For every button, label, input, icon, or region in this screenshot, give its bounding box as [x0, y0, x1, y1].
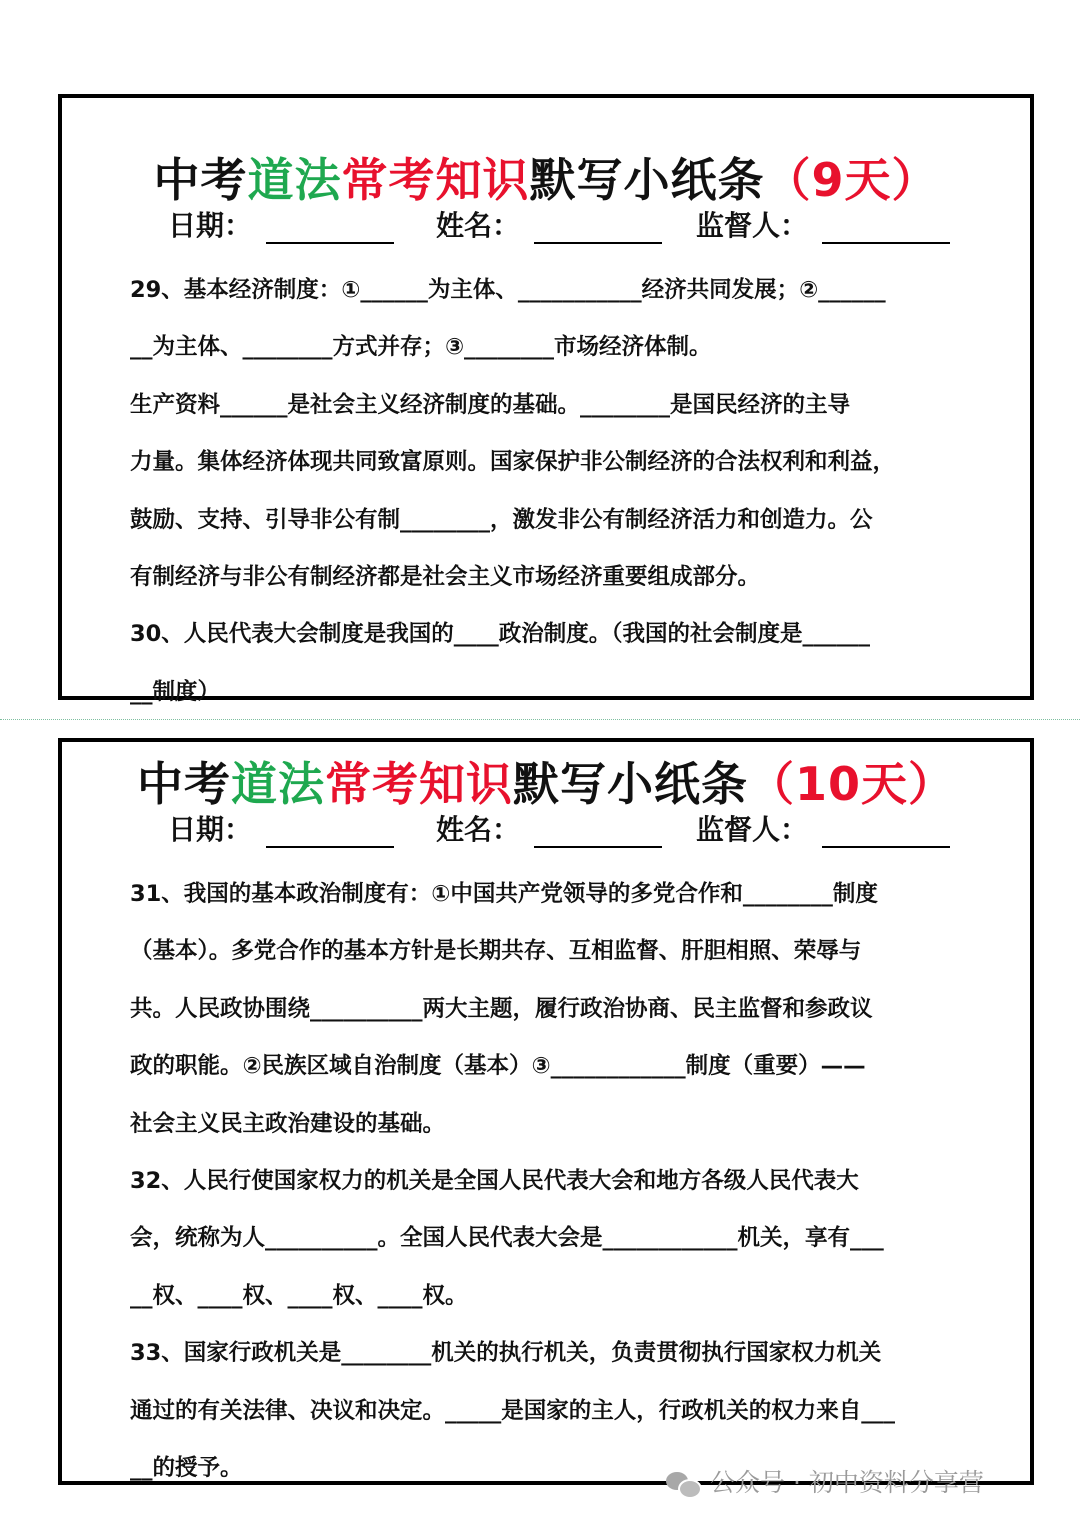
card-title — [62, 144, 1030, 210]
title-part-daofa: 道法 — [230, 757, 325, 811]
text-line: （基本）。多党合作的基本方针是长期共存、互相监督、肝胆相照、荣辱与 — [130, 938, 862, 965]
date-label: 日期： — [168, 209, 253, 242]
title-part-knowledge: 常考知识 — [341, 153, 530, 207]
text-line: 31、我国的基本政治制度有：①中国共产党领导的多党合作和________制度 — [130, 881, 878, 907]
supervisor-label: 监督人： — [696, 209, 809, 242]
question-text — [130, 866, 965, 1497]
title-part-day: （10天） — [747, 757, 955, 811]
text-line: 鼓励、支持、引导非公有制________，激发非公有制经济活力和创造力。公 — [130, 506, 873, 533]
text-line: __制度） — [130, 678, 221, 705]
name-blank[interactable] — [534, 212, 662, 244]
text-line: __为主体、________方式并存；③________市场经济体制。 — [130, 334, 712, 361]
date-label: 日期： — [168, 813, 253, 846]
supervisor-field[interactable] — [696, 808, 950, 848]
title-part-day: （9天） — [764, 153, 939, 207]
title-part-dictation: 默写小纸条 — [512, 757, 748, 811]
date-field[interactable] — [168, 204, 394, 244]
title-part-zhongkao: 中考 — [136, 757, 231, 811]
name-blank[interactable] — [534, 816, 662, 848]
title-part-daofa: 道法 — [247, 153, 342, 207]
text-line: 生产资料______是社会主义经济制度的基础。________是国民经济的主导 — [130, 391, 851, 418]
supervisor-label: 监督人： — [696, 813, 809, 846]
text-line: 会，统称为人__________。全国人民代表大会是____________机关，享有___ — [130, 1225, 884, 1252]
name-field[interactable] — [436, 204, 662, 244]
name-label: 姓名： — [436, 209, 521, 242]
question-text — [130, 262, 965, 721]
dictation-card-day-9 — [58, 94, 1034, 705]
supervisor-field[interactable] — [696, 204, 950, 244]
text-line: 30、人民代表大会制度是我国的____政治制度。（我国的社会制度是______ — [130, 621, 871, 648]
meta-row — [62, 808, 1030, 848]
text-line: 有制经济与非公有制经济都是社会主义市场经济重要组成部分。 — [130, 563, 761, 590]
watermark-text: 公众号 · 初中资料分享营 — [710, 1468, 984, 1497]
date-blank[interactable] — [266, 816, 394, 848]
text-line: __的授予。 — [130, 1454, 243, 1481]
watermark — [666, 1463, 984, 1499]
text-line: 社会主义民主政治建设的基础。 — [130, 1110, 446, 1137]
date-blank[interactable] — [266, 212, 394, 244]
text-line: 通过的有关法律、决议和决定。_____是国家的主人，行政机关的权力来自___ — [130, 1397, 896, 1424]
meta-row — [62, 204, 1030, 244]
dictation-card-day-10 — [58, 738, 1034, 1485]
divider — [0, 719, 1080, 720]
title-part-knowledge: 常考知识 — [324, 757, 513, 811]
wechat-icon — [666, 1471, 700, 1497]
card-title — [62, 748, 1030, 814]
text-line: 33、国家行政机关是________机关的执行机关，负责贯彻执行国家权力机关 — [130, 1340, 882, 1367]
text-line: 29、基本经济制度：①______为主体、___________经济共同发展；②______ — [130, 277, 886, 303]
name-label: 姓名： — [436, 813, 521, 846]
text-line: 共。人民政协围绕__________两大主题，履行政治协商、民主监督和参政议 — [130, 995, 873, 1022]
text-line: 政的职能。②民族区域自治制度（基本）③____________制度（重要）—— — [130, 1053, 866, 1080]
date-field[interactable] — [168, 808, 394, 848]
text-line: 力量。集体经济体现共同致富原则。国家保护非公制经济的合法权利和利益， — [130, 449, 896, 476]
name-field[interactable] — [436, 808, 662, 848]
text-line: __权、____权、____权、____权。 — [130, 1282, 468, 1309]
title-part-dictation: 默写小纸条 — [529, 153, 765, 207]
supervisor-blank[interactable] — [822, 816, 950, 848]
text-line: 32、人民行使国家权力的机关是全国人民代表大会和地方各级人民代表大 — [130, 1167, 859, 1194]
supervisor-blank[interactable] — [822, 212, 950, 244]
title-part-zhongkao: 中考 — [153, 153, 248, 207]
